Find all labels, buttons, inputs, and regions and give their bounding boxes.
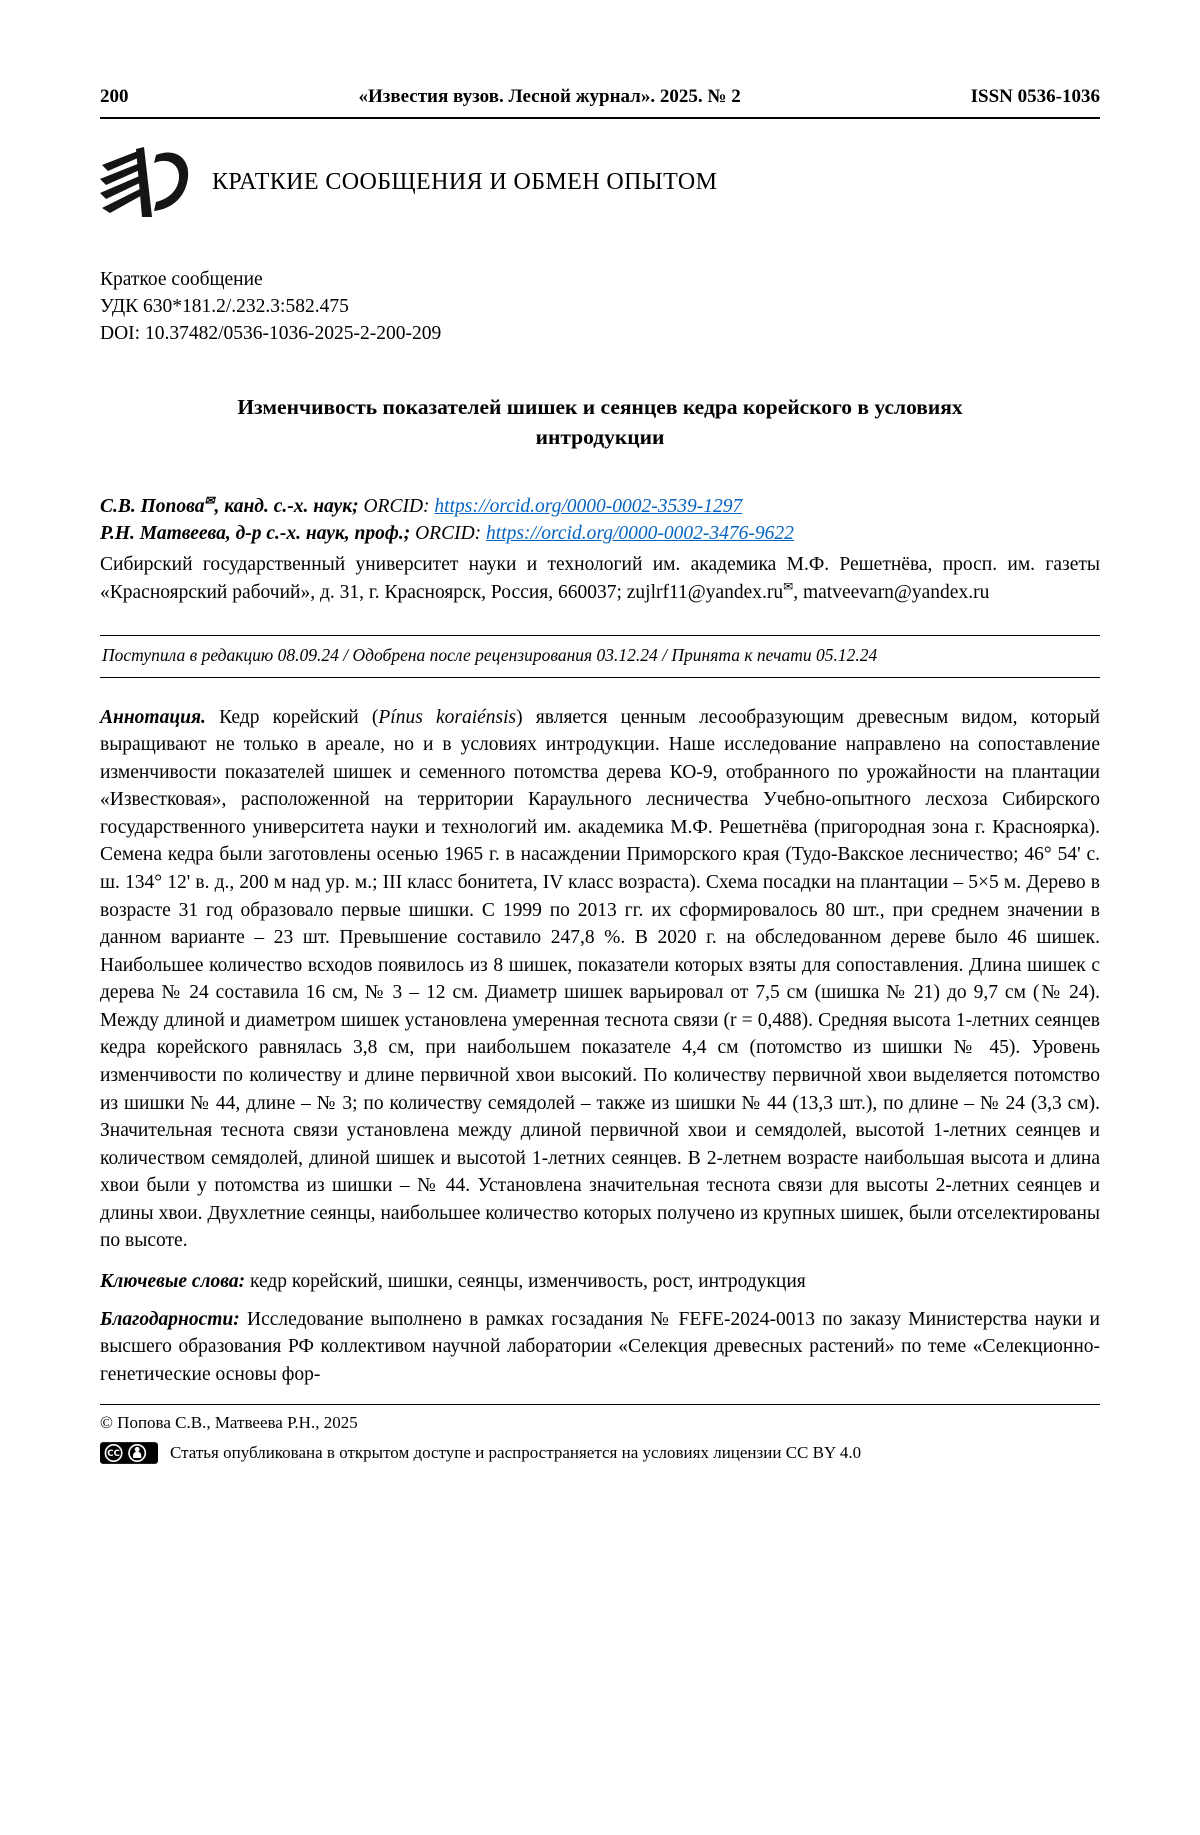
affiliation-text: , matveevarn@yandex.ru	[793, 581, 990, 603]
abstract-text: Кедр корейский (	[205, 706, 379, 728]
keywords	[100, 1268, 1100, 1296]
corresponding-author-icon: ✉	[204, 493, 215, 508]
corresponding-email-icon: ✉	[783, 579, 794, 594]
license-row	[100, 1442, 1100, 1464]
page-footer	[100, 1404, 1100, 1464]
udk: УДК 630*181.2/.232.3:582.475	[100, 295, 349, 317]
affiliation-text: Сибирский государственный университет науки и технологий им. академика М.Ф. Решетнёва, просп. им. газеты «Красноярский рабочий», д. 31, г. Красноярск, Россия, 660037; zujlrf11@yandex.ru	[100, 554, 1100, 603]
page-number: 200	[100, 86, 129, 107]
orcid-label: ORCID:	[363, 495, 435, 517]
article-type: Краткое сообщение	[100, 269, 263, 290]
author-degree: , канд. с.-х. наук;	[214, 495, 364, 517]
journal-running-title: «Известия вузов. Лесной журнал». 2025. № 2	[358, 86, 741, 107]
abstract-label: Аннотация.	[100, 706, 206, 728]
section-banner	[100, 145, 1100, 219]
orcid-link[interactable]: https://orcid.org/0000-0002-3476-9622	[486, 523, 794, 545]
article-meta	[100, 267, 1100, 348]
abstract	[100, 704, 1100, 1256]
forest-journal-logo-icon	[100, 145, 192, 219]
svg-text:CC: CC	[107, 1449, 120, 1460]
abstract-text: ) является ценным лесообразующим древесным видом, который выращивают не только в ареале, но и в условиях интродукции. Наше исследование направлено на сопоставление изменчивости показателей шишек и семенного потомства дерева КО-9, отобранного по урожайности на плантации «Известковая», расположенной на территории Караульного лесничества Учебно-опытного лесхоза Сибирского государственного университета науки и технологий им. академика М.Ф. Решетнёва (пригородная зона г. Красноярка). Семена кедра были заготовлены осенью 1965 г. в насаждении Приморского края (Тудо-Вакское лесничество; 46° 54' с. ш. 134° 12' в. д., 200 м над ур. м.; III класс бонитета, IV класс возраста). Схема посадки на плантации – 5×5 м. Дерево в возрасте 31 год образовало первые шишки. С 1999 по 2013 гг. их сформировалось 80 шт., при среднем значении в данном варианте – 23 шт. Превышение составило 247,8 %. В 2020 г. на обследованном дереве было 46 шишек. Наибольшее количество всходов появилось из 8 шишек, показатели которых взяты для сопоставления. Длина шишек с дерева № 24 составила 16 см, № 3 – 12 см. Диаметр шишек варьировал от 7,5 см (шишка № 21) до 9,7 см (№ 24). Между длиной и диаметром шишек установлена умеренная теснота связи (r = 0,488). Средняя высота 1-летних сеянцев кедра корейского равнялась 3,8 см, при наибольшем показателе 4,4 см (потомство из шишки № 45). Уровень изменчивости по количеству и длине первичной хвои высокий. По количеству первичной хвои выделяется потомство из шишки № 44, длине – № 3; по количеству семядолей – также из шишки № 44 (13,3 шт.), по длине – № 24 (3,3 см). Значительная теснота связи установлена между длиной первичной хвои и семядолей, высотой 1-летних сеянцев и количеством семядолей, длиной шишек и высотой 1-летних сеянцев. В 2-летнем возрасте наибольшая высота и длина хвои были у потомства из шишки – № 44. Установлена значительная теснота связи для высоты 2-летних сеянцев и длины хвои. Двухлетние сеянцы, наибольшее количество которых получено из крупных шишек, были отселектированы по высоте.	[100, 706, 1100, 1252]
orcid-label: ORCID:	[415, 523, 487, 545]
author-degree: , д-р с.-х. наук, проф.;	[225, 523, 416, 545]
orcid-link[interactable]: https://orcid.org/0000-0002-3539-1297	[434, 495, 743, 517]
keywords-text: кедр корейский, шишки, сеянцы, изменчивость, рост, интродукция	[245, 1271, 806, 1293]
acknowledgments-label: Благодарности:	[100, 1308, 240, 1330]
authors-block	[100, 493, 1100, 607]
running-head	[100, 86, 1100, 119]
doi: DOI: 10.37482/0536-1036-2025-2-200-209	[100, 322, 442, 344]
article-title: Изменчивость показателей шишек и сеянцев кедра корейского в условиях интродукции	[237, 394, 963, 450]
author-line-1	[100, 493, 1100, 521]
license-text: Статья опубликована в открытом доступе и распространяется на условиях лицензии CC BY 4.0	[170, 1443, 862, 1463]
keywords-label: Ключевые слова:	[100, 1271, 246, 1293]
species-latin-name: Pínus koraiénsis	[378, 706, 517, 728]
issn: ISSN 0536-1036	[970, 86, 1100, 107]
acknowledgments-text: Исследование выполнено в рамках госзадания № FEFE-2024-0013 по заказу Министерства науки и высшего образования РФ коллективом научной лаборатории «Селекция древесных растений» по теме «Селекционно-генетические основы фор-	[100, 1308, 1100, 1385]
dates-strip	[100, 635, 1100, 678]
section-title: КРАТКИЕ СООБЩЕНИЯ И ОБМЕН ОПЫТОМ	[212, 168, 718, 195]
cc-by-badge-icon	[100, 1442, 158, 1464]
copyright: © Попова С.В., Матвеева Р.Н., 2025	[100, 1413, 358, 1433]
author-name: С.В. Попова	[100, 495, 205, 517]
affiliation	[100, 551, 1100, 606]
author-line-2	[100, 520, 1100, 548]
author-name: Р.Н. Матвеева	[100, 523, 226, 545]
dates-line: Поступила в редакцию 08.09.24 / Одобрена после рецензирования 03.12.24 / Принята к печати 05.12.24	[102, 644, 878, 665]
acknowledgments	[100, 1306, 1100, 1389]
